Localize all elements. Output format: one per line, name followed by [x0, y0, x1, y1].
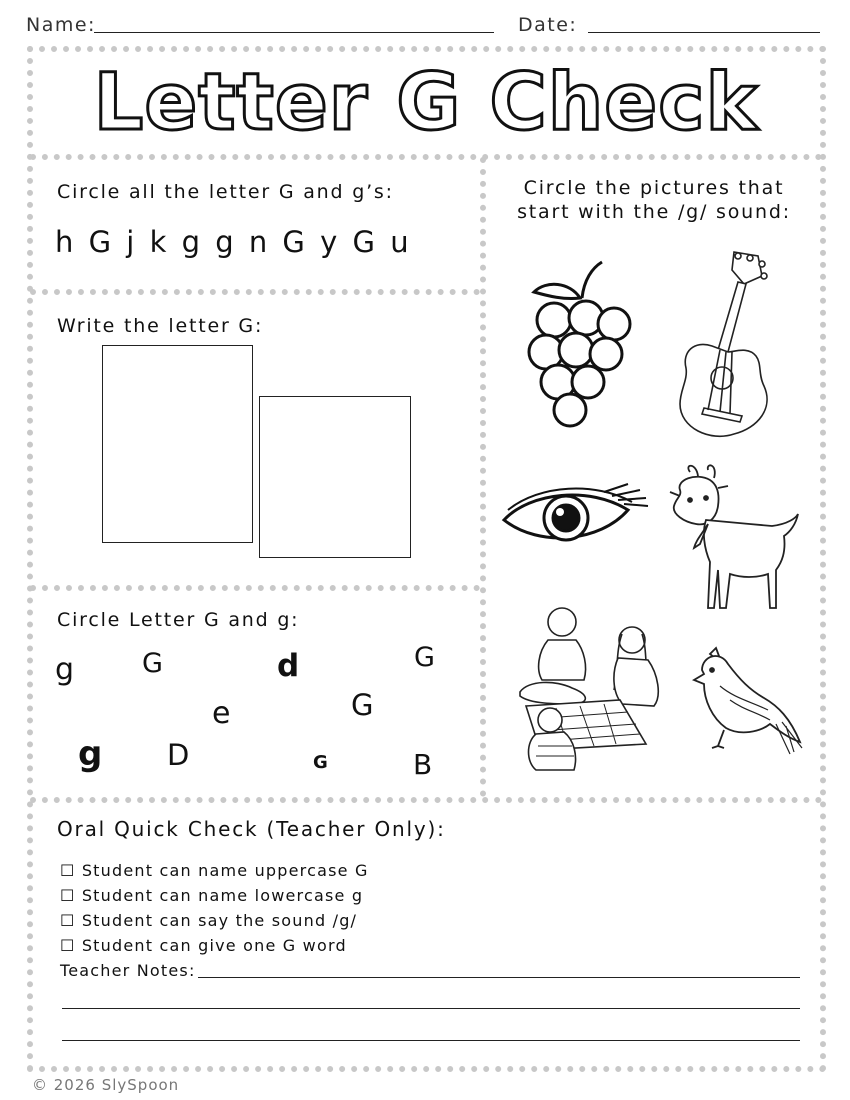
write-instruction: Write the letter G:	[57, 315, 264, 337]
date-line[interactable]	[588, 32, 820, 33]
checklist-item[interactable]: ☐ Student can say the sound /g/	[60, 911, 358, 930]
scatter-instruction: Circle Letter G and g:	[57, 609, 300, 631]
checklist-item[interactable]: ☐ Student can name lowercase g	[60, 886, 364, 905]
column-divider	[480, 157, 486, 797]
notes-line[interactable]	[198, 977, 800, 978]
scatter-letter[interactable]: G	[313, 752, 328, 773]
pictures-instruction-line2: start with the /g/ sound:	[517, 201, 791, 223]
notes-line[interactable]	[62, 1040, 800, 1041]
page-title: Letter G Check	[93, 58, 759, 148]
scatter-letter[interactable]: G	[142, 648, 163, 679]
scatter-letter[interactable]: d	[277, 648, 300, 684]
bird-picture[interactable]	[690, 640, 804, 756]
write-box-uppercase[interactable]	[102, 345, 253, 543]
scatter-letter[interactable]: e	[212, 696, 231, 731]
scatter-letter[interactable]: G	[351, 688, 374, 722]
family-game-picture[interactable]	[516, 600, 672, 776]
name-line[interactable]	[94, 32, 494, 33]
scatter-letter[interactable]: g	[55, 652, 75, 687]
date-label: Date:	[518, 14, 578, 36]
name-label: Name:	[26, 14, 96, 36]
find-instruction: Circle all the letter G and g’s:	[57, 181, 394, 203]
divider-1	[30, 289, 480, 295]
scatter-letter[interactable]: G	[414, 642, 435, 673]
divider-2	[30, 585, 480, 591]
scatter-letter[interactable]: g	[78, 734, 103, 774]
title-divider	[30, 154, 822, 160]
scatter-letter[interactable]: B	[413, 748, 433, 781]
letter-row[interactable]: h G j k g g n G y G u	[55, 225, 410, 259]
notes-line[interactable]	[62, 1008, 800, 1009]
checklist-item[interactable]: ☐ Student can name uppercase G	[60, 861, 369, 880]
eye-picture[interactable]	[500, 484, 650, 550]
notes-label: Teacher Notes:	[60, 961, 196, 980]
oral-divider	[30, 797, 822, 803]
pictures-instruction-line1: Circle the pictures that	[523, 177, 785, 199]
checklist-item[interactable]: ☐ Student can give one G word	[60, 936, 347, 955]
grapes-picture[interactable]	[524, 258, 636, 430]
guitar-picture[interactable]	[672, 248, 780, 442]
write-box-lowercase[interactable]	[259, 396, 411, 558]
goat-picture[interactable]	[666, 462, 802, 612]
pictures-instruction	[486, 176, 822, 224]
oral-title: Oral Quick Check (Teacher Only):	[57, 817, 446, 841]
copyright: © 2026 SlySpoon	[32, 1076, 180, 1094]
scatter-letter[interactable]: D	[167, 738, 190, 772]
